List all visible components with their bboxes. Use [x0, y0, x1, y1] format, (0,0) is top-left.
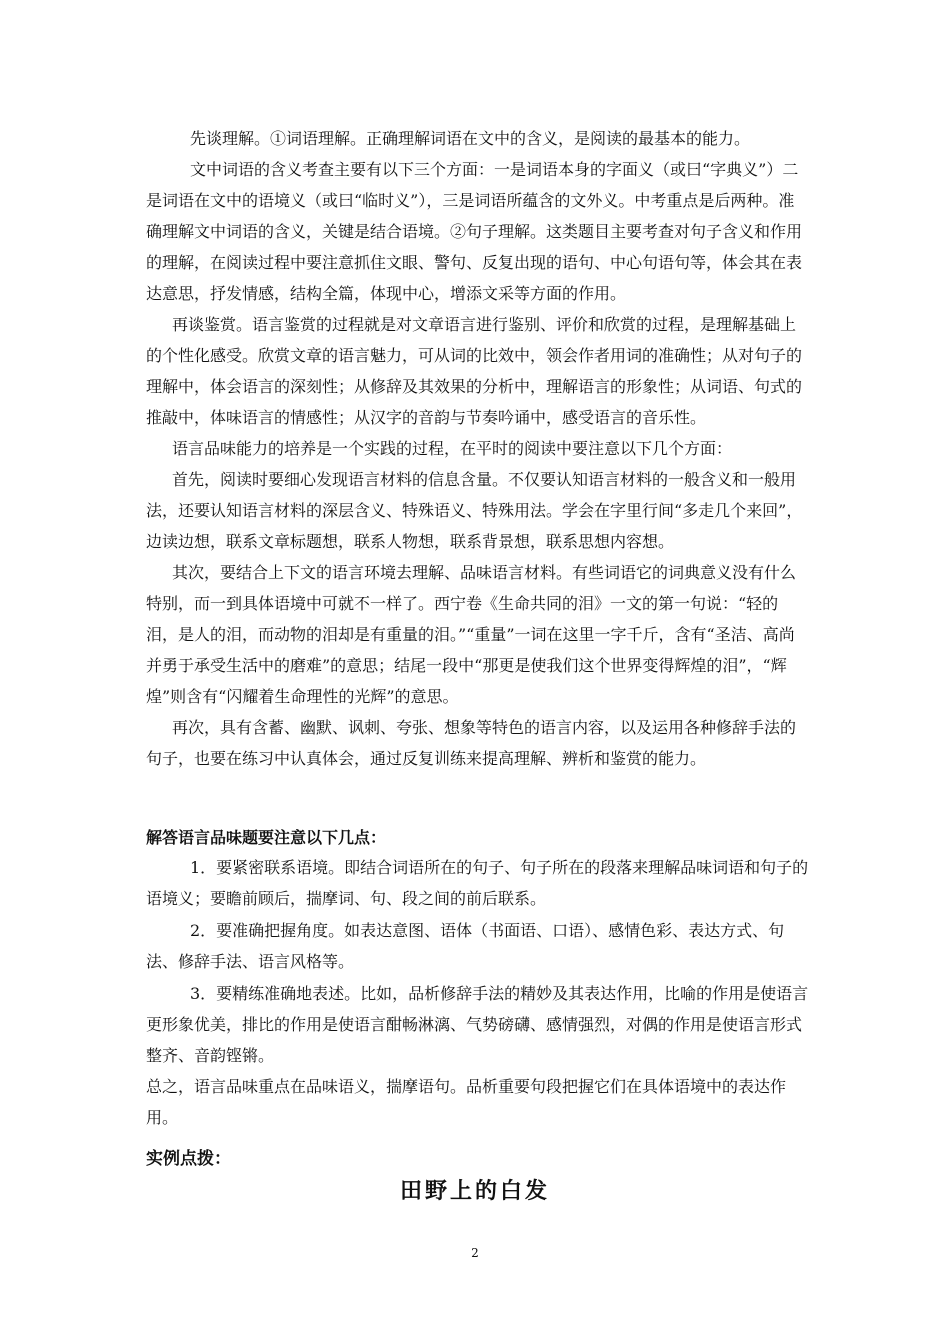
example-heading: 实例点拨：	[146, 1149, 231, 1169]
point-item: 2．要准确把握角度。如表达意图、语体（书面语、口语）、感情色彩、表达方式、句法、修辞手法、语言风格等。	[146, 921, 785, 971]
point-item: 3．要精练准确地表述。比如，品析修辞手法的精妙及其表达作用，比喻的作用是使语言更形象优美，排比的作用是使语言酣畅淋漓、气势磅礴、感情强烈，对偶的作用是使语言形式整齐、音韵铿锵。	[146, 984, 809, 1065]
paragraph-first: 首先，阅读时要细心发现语言材料的信息含量。不仅要认知语言材料的一般含义和一般用法，还要认知语言材料的深层含义、特殊语义、特殊用法。学会在字里行间“多走几个来回”，边读边想，联系文章标题想，联系人物想，联系背景想，联系思想内容想。	[146, 470, 803, 551]
page-number: 2	[471, 1246, 479, 1260]
paragraph-appreciation: 再谈鉴赏。语言鉴赏的过程就是对文章语言进行鉴别、评价和欣赏的过程，是理解基础上的个性化感受。欣赏文章的语言魅力，可从词的比效中，领会作者用词的准确性；从对句子的理解中，体会语言的深刻性；从修辞及其效果的分析中，理解语言的形象性；从词语、句式的推敲中，体味语言的情感性；从汉字的音韵与节奏吟诵中，感受语言的音乐性。	[146, 315, 803, 427]
point-item: 1．要紧密联系语境。即结合词语所在的句子、句子所在的段落来理解品味词语和句子的语境义；要瞻前顾后，揣摩词、句、段之间的前后联系。	[146, 858, 809, 908]
summary-paragraph: 总之，语言品味重点在品味语义，揣摩语句。品析重要句段把握它们在具体语境中的表达作用。	[146, 1077, 787, 1127]
paragraph-third: 再次，具有含蓄、幽默、讽刺、夸张、想象等特色的语言内容，以及运用各种修辞手法的句子，也要在练习中认真体会，通过反复训练来提高理解、辨析和鉴赏的能力。	[146, 718, 797, 768]
paragraph-second: 其次，要结合上下文的语言环境去理解、品味语言材料。有些词语它的词典意义没有什么特别，而一到具体语境中可就不一样了。西宁卷《生命共同的泪》一文的第一句说：“轻的泪，是人的泪，而动物的泪却是有重量的泪。”“重量”一词在这里一字千斤，含有“圣洁、高尚并勇于承受生活中的磨难”的意思；结尾一段中“那更是使我们这个世界变得辉煌的泪”，“辉煌”则含有“闪耀着生命理性的光辉”的意思。	[146, 563, 797, 706]
section-heading: 解答语言品味题要注意以下几点：	[146, 828, 387, 847]
paragraph-practice: 语言品味能力的培养是一个实践的过程，在平时的阅读中要注意以下几个方面：	[172, 439, 733, 458]
article-title: 田野上的白发	[399, 1179, 550, 1204]
paragraph-understanding-intro: 先谈理解。①词语理解。正确理解词语在文中的含义，是阅读的最基本的能力。	[190, 129, 751, 148]
paragraph-word-meaning: 文中词语的含义考查主要有以下三个方面：一是词语本身的字面义（或曰“字典义”）二是词语在文中的语境义（或曰“临时义”），三是词语所蕴含的文外义。中考重点是后两种。准确理解文中词语的含义，关键是结合语境。②句子理解。这类题目主要考查对句子含义和作用的理解，在阅读过程中要注意抓住文眼、警句、反复出现的语句、中心句语句等，体会其在表达意思，抒发情感，结构全篇，体现中心，增添文采等方面的作用。	[146, 160, 803, 303]
